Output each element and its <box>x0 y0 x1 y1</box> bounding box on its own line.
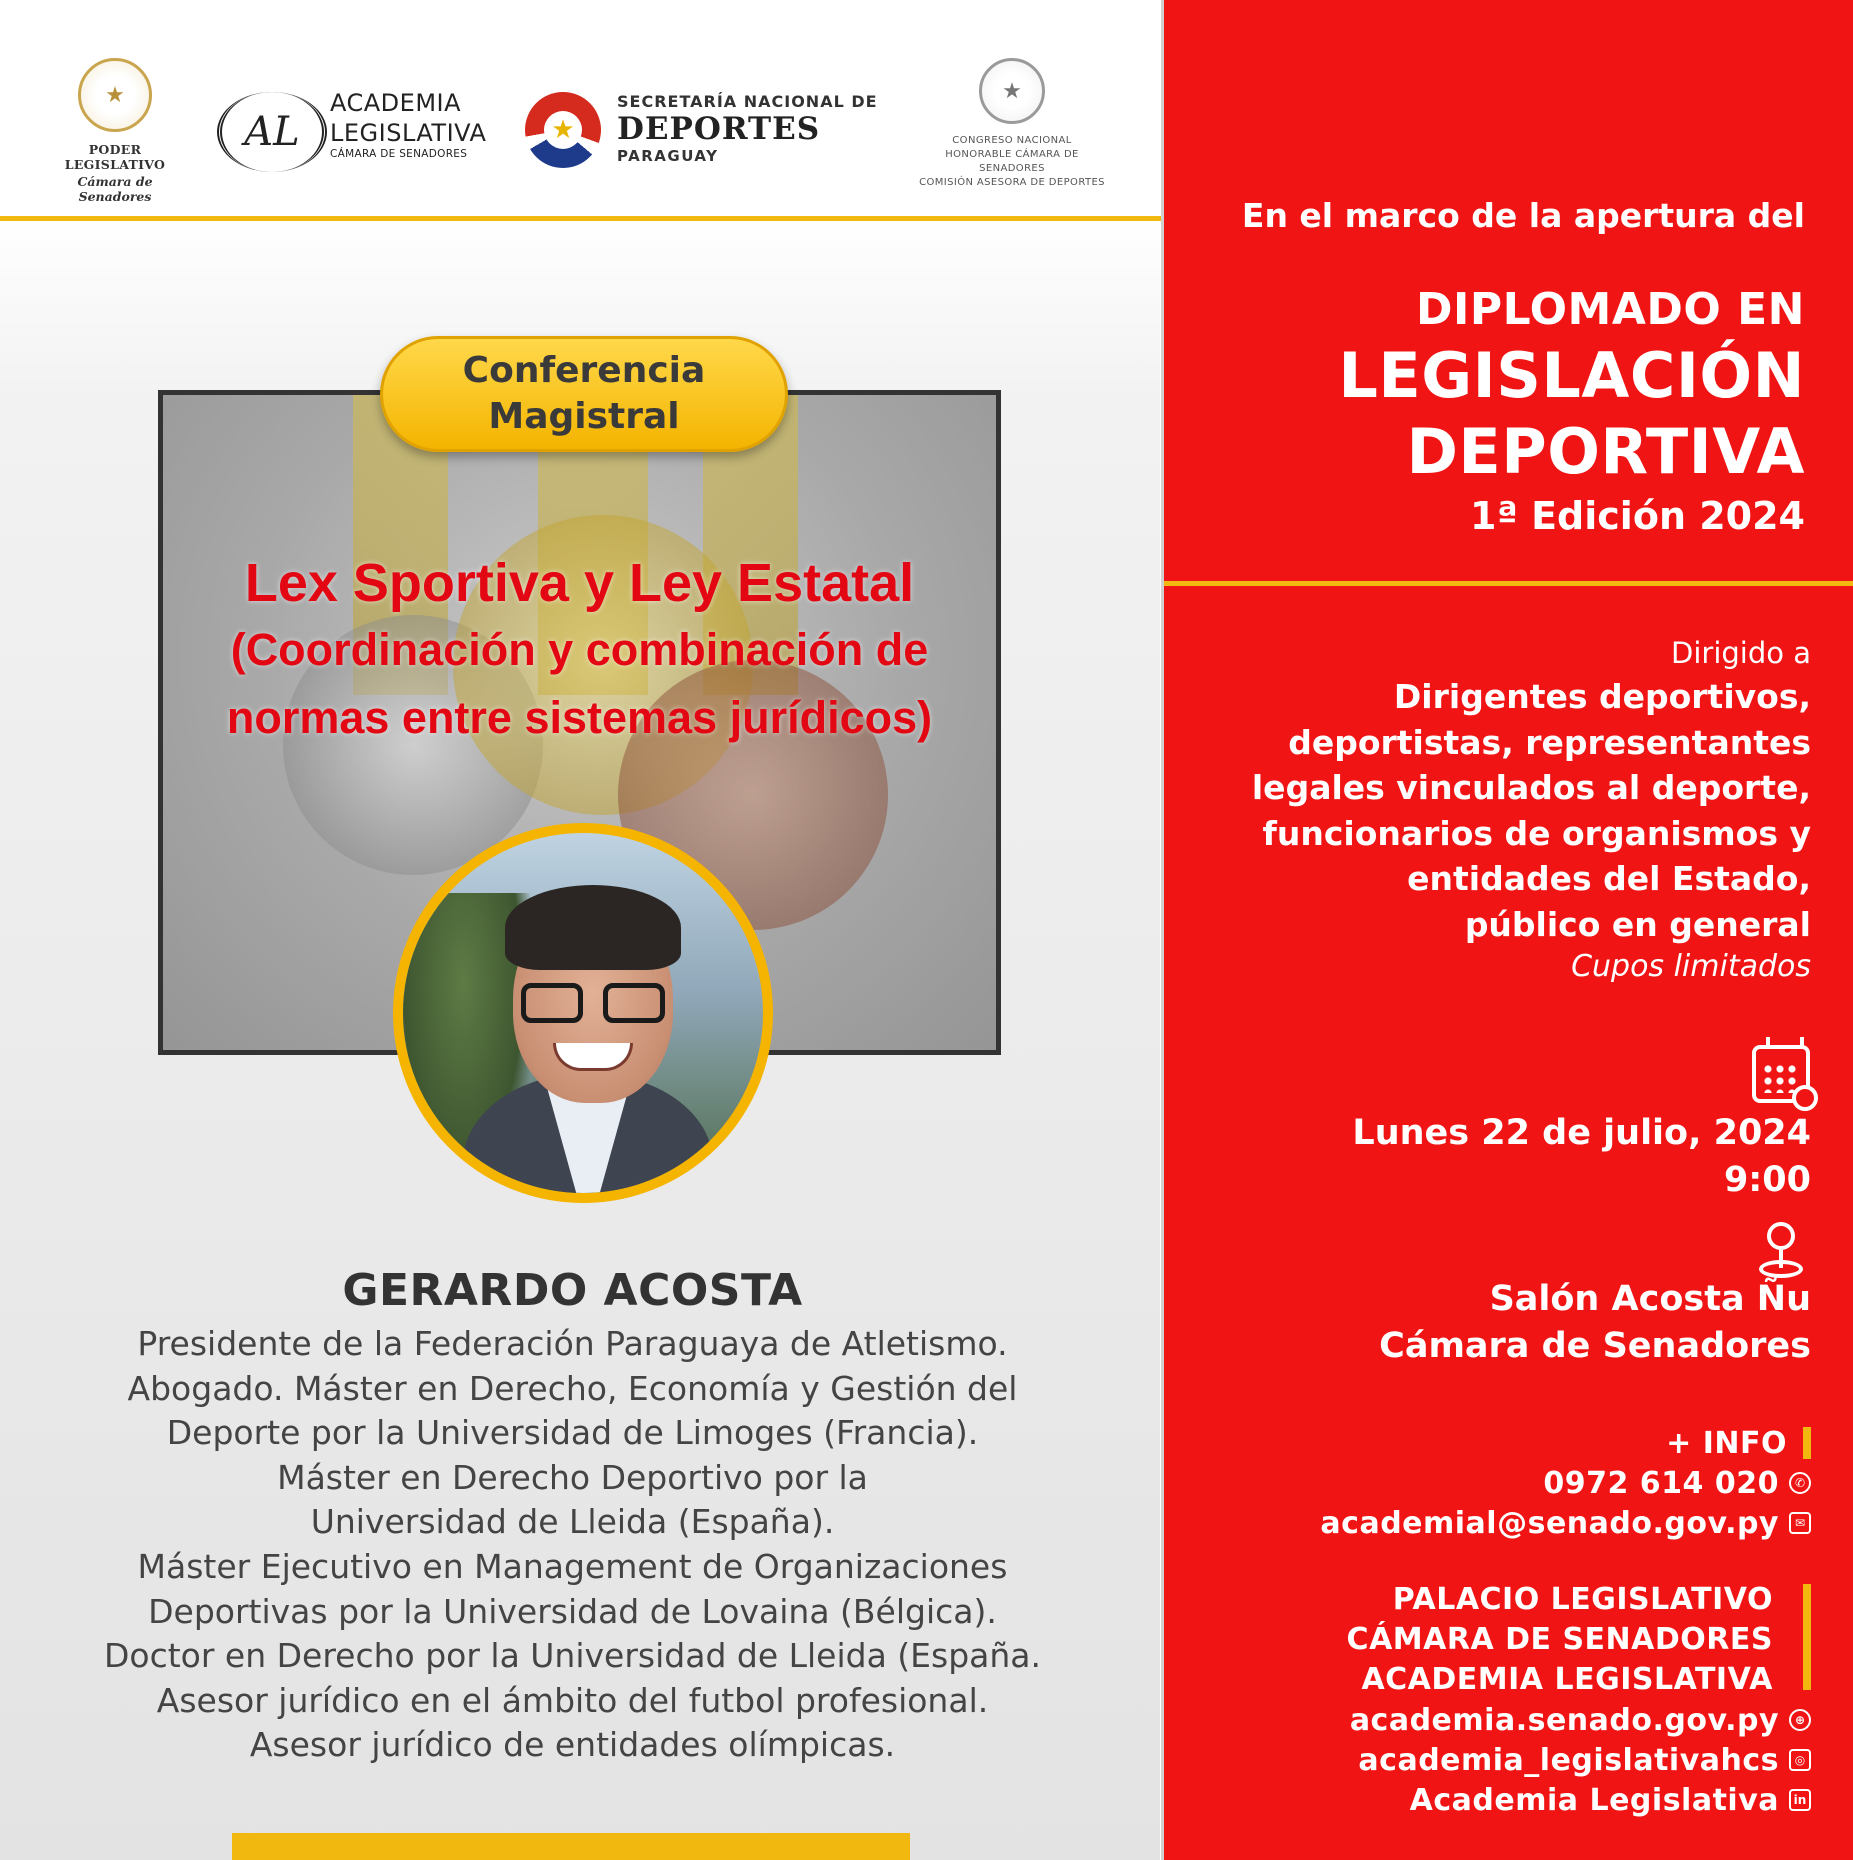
logo-congreso-nacional <box>912 58 1112 190</box>
conferencia-magistral-badge <box>380 336 788 452</box>
contact-email[interactable]: academial@senado.gov.py <box>1320 1505 1779 1541</box>
bio-line: Deportivas por la Universidad de Lovaina (Bélgica). <box>148 1591 997 1631</box>
logo-academia-line2: LEGISLATIVA <box>330 119 487 147</box>
contact-block <box>1211 1423 1811 1543</box>
snd-star-icon: ★ <box>525 92 601 168</box>
audience-label: Dirigido a <box>1671 636 1811 670</box>
org-accent-bar <box>1803 1584 1811 1690</box>
right-divider <box>1164 581 1853 586</box>
logo-poder-legislativo <box>40 58 190 204</box>
bio-line: Abogado. Máster en Derecho, Economía y Gestión del <box>127 1368 1018 1408</box>
logo-bar <box>0 0 1160 215</box>
logo-congreso-line2: HONORABLE CÁMARA DE SENADORES <box>945 149 1079 174</box>
conference-title-line1: Lex Sportiva y Ley Estatal <box>244 553 915 613</box>
logo-poder-line2: Cámara de Senadores <box>77 174 153 204</box>
venue-line2: Cámara de Senadores <box>1379 1326 1811 1366</box>
audience-line: Dirigentes deportivos, <box>1393 677 1811 716</box>
diploma-line1: DIPLOMADO EN <box>1416 284 1805 335</box>
org-line2: CÁMARA DE SENADORES <box>1346 1622 1773 1657</box>
logo-secretaria-deportes <box>525 92 885 172</box>
website-link[interactable]: academia.senado.gov.py <box>1349 1702 1779 1738</box>
bio-line: Universidad de Lleida (España). <box>310 1502 835 1542</box>
right-panel <box>1161 0 1853 1860</box>
email-icon: ✉ <box>1789 1512 1811 1534</box>
contact-phone[interactable]: 0972 614 020 <box>1543 1465 1779 1501</box>
audience-line: entidades del Estado, <box>1407 859 1811 898</box>
audience-line: legales vinculados al deporte, <box>1251 768 1811 807</box>
logo-poder-line1: PODER LEGISLATIVO <box>64 142 166 172</box>
globe-icon: ⊕ <box>1789 1709 1811 1731</box>
header-divider <box>0 216 1218 221</box>
linkedin-icon: in <box>1789 1789 1811 1811</box>
academia-laurel-icon: AL <box>217 92 327 172</box>
logo-congreso-line1: CONGRESO NACIONAL <box>952 135 1072 146</box>
location-pin-icon <box>1759 1222 1803 1282</box>
linkedin-link[interactable]: Academia Legislativa <box>1409 1782 1779 1818</box>
bio-line: Asesor jurídico en el ámbito del futbol profesional. <box>156 1680 989 1720</box>
edition: 1ª Edición 2024 <box>1470 494 1805 538</box>
conference-title-line2: (Coordinación y combinación de <box>230 624 929 675</box>
speaker-name: GERARDO ACOSTA <box>342 1265 803 1316</box>
venue-line1: Salón Acosta Ñu <box>1489 1279 1811 1319</box>
org-line3: ACADEMIA LEGISLATIVA <box>1361 1662 1773 1697</box>
diploma-line2: LEGISLACIÓN <box>1338 339 1805 412</box>
calendar-icon <box>1752 1045 1810 1103</box>
logo-snd-line2: DEPORTES <box>617 111 821 147</box>
whatsapp-icon: ✆ <box>1789 1472 1811 1494</box>
seats-note: Cupos limitados <box>1571 949 1811 984</box>
badge-line2: Magistral <box>488 396 680 437</box>
logo-academia-line1: ACADEMIA <box>330 89 462 117</box>
logo-congreso-line3: COMISIÓN ASESORA DE DEPORTES <box>919 177 1105 188</box>
badge-line1: Conferencia <box>462 350 706 391</box>
conference-title-line3: normas entre sistemas jurídicos) <box>226 692 933 743</box>
logo-academia-legislativa <box>212 88 502 178</box>
logo-snd-line1: SECRETARÍA NACIONAL DE <box>617 92 878 111</box>
logo-snd-line3: PARAGUAY <box>617 147 719 165</box>
logo-academia-line3: CÁMARA DE SENADORES <box>330 148 468 160</box>
congreso-seal-icon: ★ <box>979 58 1045 124</box>
bio-line: Presidente de la Federación Paraguaya de Atletismo. <box>137 1324 1008 1363</box>
audience-line: funcionarios de organismos y <box>1262 813 1811 853</box>
instagram-icon: ◎ <box>1789 1749 1811 1771</box>
bio-line: Asesor jurídico de entidades olímpicas. <box>249 1725 896 1765</box>
info-accent-bar <box>1803 1427 1811 1459</box>
audience-line: público en general <box>1464 904 1811 944</box>
bottom-accent-bar <box>232 1833 910 1860</box>
paraguay-seal-icon: ★ <box>78 58 152 132</box>
event-date: Lunes 22 de julio, 2024 <box>1352 1113 1811 1153</box>
instagram-link[interactable]: academia_legislativahcs <box>1358 1742 1779 1778</box>
bio-line: Máster en Derecho Deportivo por la <box>277 1457 868 1497</box>
speaker-portrait <box>393 823 773 1203</box>
bio-line: Doctor en Derecho por la Universidad de Lleida (España. <box>103 1636 1042 1676</box>
conference-title <box>163 550 996 752</box>
info-label: + INFO <box>1666 1425 1787 1461</box>
diploma-line3: DEPORTIVA <box>1406 415 1805 488</box>
social-links <box>1211 1700 1811 1820</box>
bio-line: Máster Ejecutivo en Management de Organizaciones <box>137 1546 1008 1586</box>
bio-line: Deporte por la Universidad de Limoges (Francia). <box>166 1413 979 1453</box>
org-line1: PALACIO LEGISLATIVO <box>1392 1582 1773 1617</box>
event-time: 9:00 <box>1723 1160 1811 1200</box>
event-intro: En el marco de la apertura del <box>1241 196 1805 235</box>
audience-list <box>1252 674 1811 947</box>
speaker-bio <box>0 1322 1145 1768</box>
audience-line: deportistas, representantes <box>1288 722 1811 762</box>
